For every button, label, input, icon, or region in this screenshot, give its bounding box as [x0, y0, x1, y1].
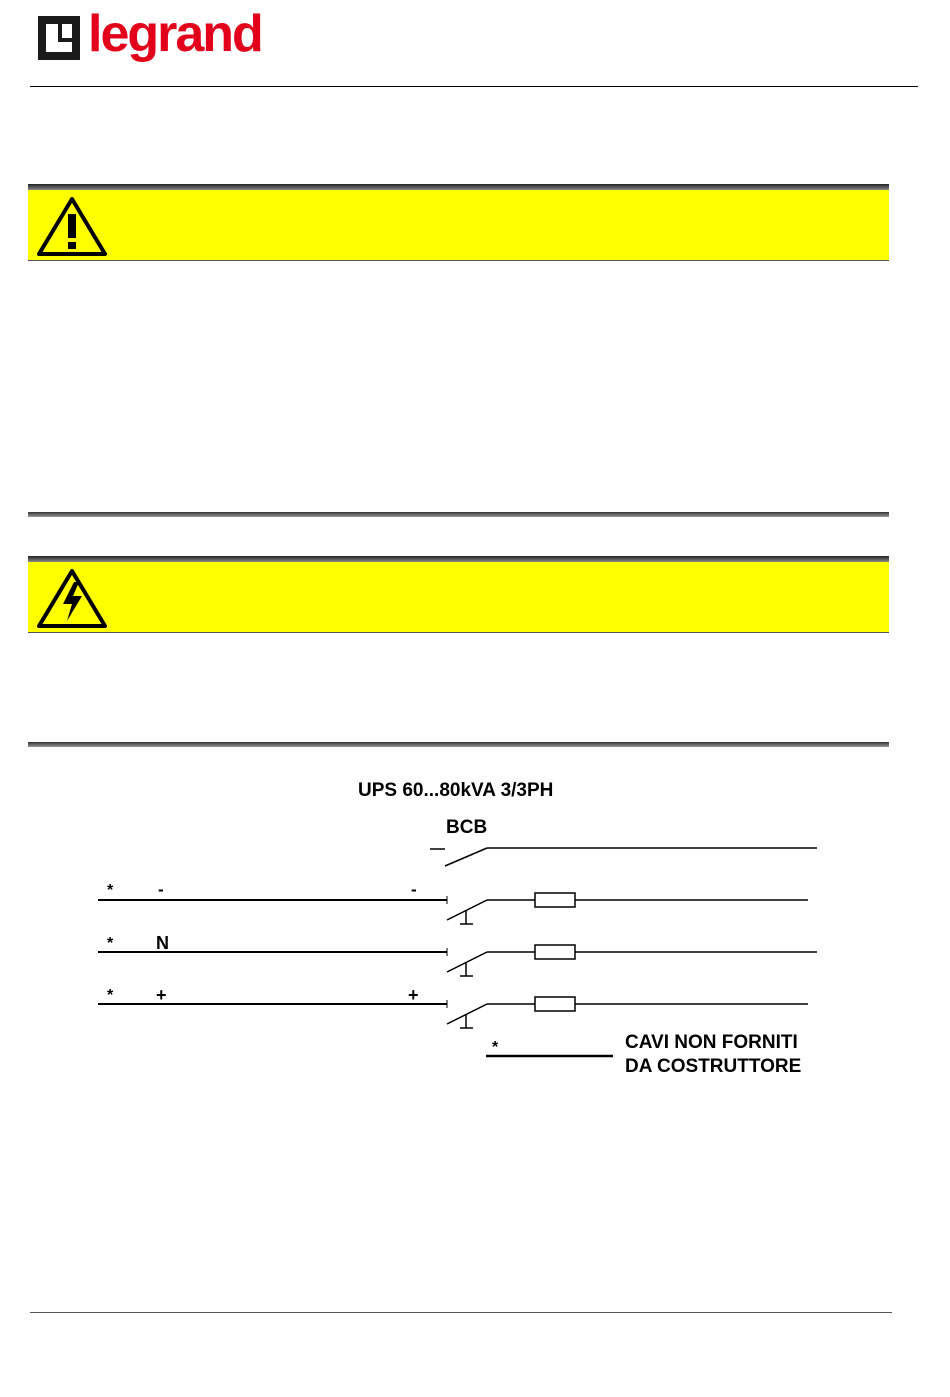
fuse [535, 945, 575, 959]
row-right-label: - [411, 880, 417, 899]
legrand-logo [38, 5, 278, 72]
row-left-label: - [158, 880, 164, 899]
legrand-logo-mark-icon [38, 16, 80, 60]
warning-triangle-exclamation-icon [36, 196, 108, 258]
legend-asterisk: * [492, 1039, 499, 1056]
wiring-diagram [95, 770, 835, 1080]
footer-divider [30, 1312, 892, 1313]
fuse [535, 893, 575, 907]
wire-row-positive [98, 985, 808, 1028]
breaker-label: BCB [446, 817, 488, 838]
warning-triangle-electric-icon [36, 568, 108, 630]
wire-row-negative [98, 880, 808, 924]
legend-line-1: CAVI NON FORNITI [625, 1032, 798, 1053]
logo-text: legrand [88, 5, 262, 63]
wire-row-neutral [98, 933, 817, 976]
section-separator-2 [28, 742, 889, 747]
caution-banner-topbar [28, 184, 889, 190]
electrical-hazard-banner-topbar [28, 556, 889, 562]
row-left-label: N [156, 933, 169, 953]
row-asterisk: * [107, 987, 114, 1004]
row-asterisk: * [107, 935, 114, 952]
header-divider [30, 86, 918, 87]
caution-banner [28, 190, 889, 261]
row-right-label: + [408, 985, 419, 1005]
fuse [535, 997, 575, 1011]
legend-line-2: DA COSTRUTTORE [625, 1056, 802, 1077]
row-asterisk: * [107, 882, 114, 899]
section-separator [28, 512, 889, 517]
wiring-diagram-svg [95, 770, 835, 1080]
row-left-label: + [156, 985, 167, 1005]
diagram-title: UPS 60...80kVA 3/3PH [358, 780, 554, 801]
diagram-legend [486, 1032, 801, 1077]
breaker-switch-top [445, 848, 487, 866]
electrical-hazard-banner [28, 562, 889, 633]
